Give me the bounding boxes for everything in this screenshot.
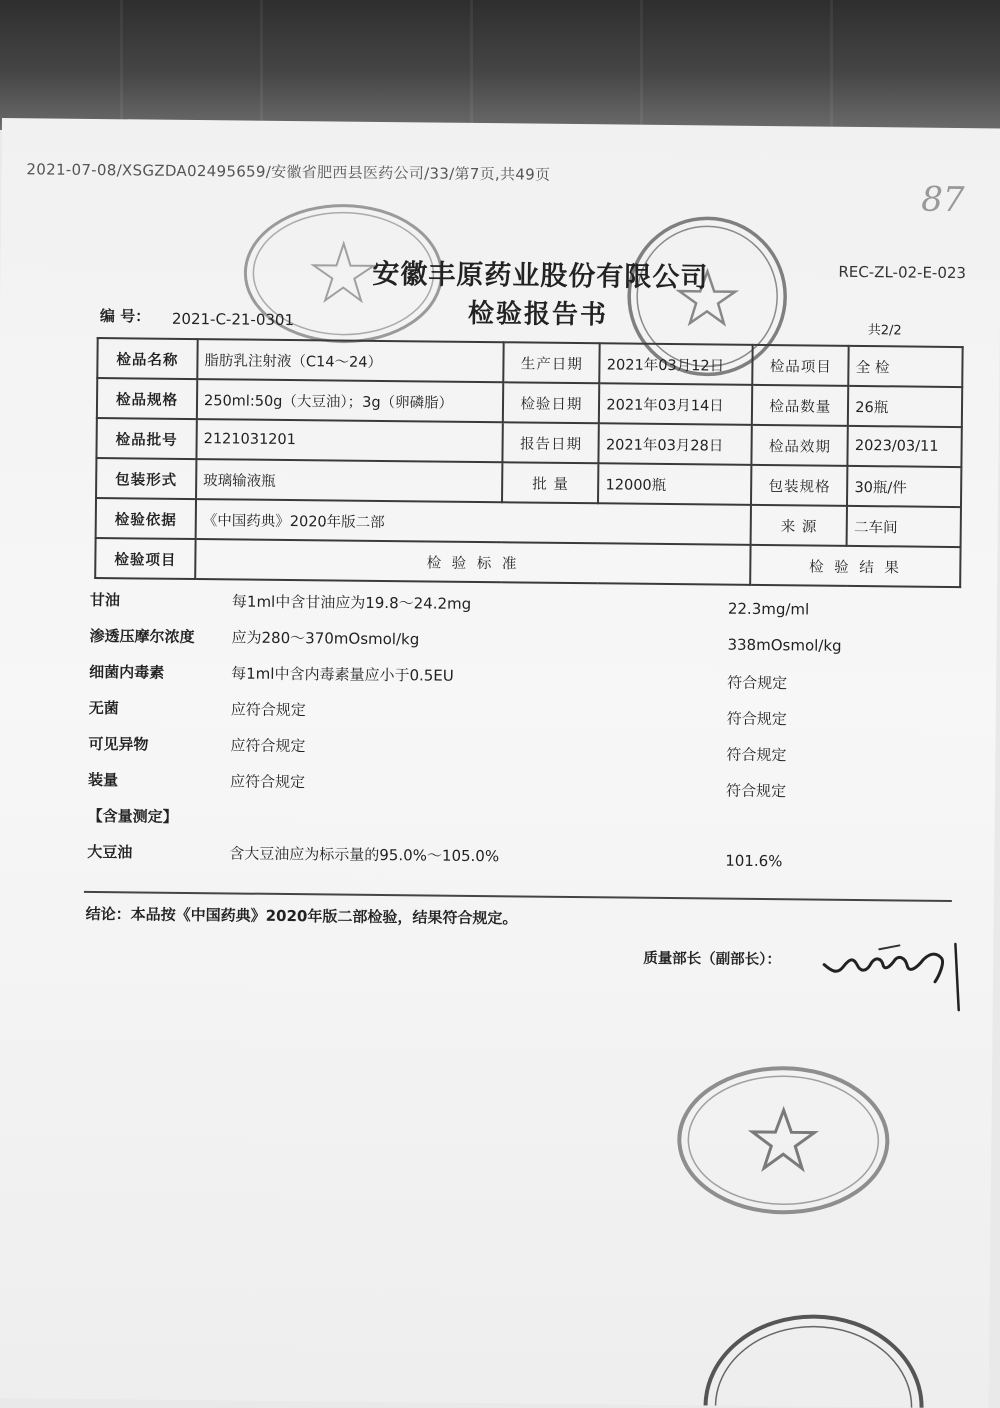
test-result: 101.6% (725, 851, 783, 871)
company-name: 安徽丰原药业股份有限公司 (372, 258, 709, 294)
test-item: 装量 (87, 770, 119, 790)
serial-number: 2021-C-21-0301 (171, 309, 295, 330)
source-label: 来 源 (751, 505, 847, 546)
serial-label: 编 号： (99, 307, 151, 326)
content-section-heading: 【含量测定】 (87, 806, 178, 826)
item-header: 检验项目 (95, 538, 195, 579)
conclusion: 结论：本品按《中国药典》2020年版二部检验，结果符合规定。 (85, 904, 518, 928)
test-item: 大豆油 (87, 842, 133, 862)
product-name-label: 检品名称 (97, 338, 197, 379)
pack-spec-value: 30瓶/件 (847, 466, 961, 507)
divider (84, 891, 952, 902)
test-standard: 应符合规定 (230, 736, 306, 756)
test-item: 可见异物 (88, 734, 149, 754)
report-date-value: 2021年03月28日 (599, 423, 752, 465)
test-date-value: 2021年03月14日 (599, 383, 752, 425)
standard-header: 检 验 标 准 (195, 539, 751, 585)
batch-value: 2121031201 (196, 419, 503, 462)
production-date-label: 生产日期 (504, 342, 600, 383)
basis-label: 检验依据 (96, 498, 196, 539)
quantity-label: 检品数量 (752, 385, 848, 426)
report-date-label: 报告日期 (503, 422, 599, 463)
table-row (95, 538, 960, 587)
handwritten-signature (819, 935, 970, 1017)
spec-value: 250ml:50g（大豆油）；3g（卵磷脂） (197, 379, 504, 422)
quantity-value: 26瓶 (848, 386, 962, 427)
production-date-value: 2021年03月12日 (600, 343, 753, 385)
bottom-seal-stamp (699, 1295, 930, 1407)
test-item: 甘油 (89, 590, 121, 610)
test-date-label: 检验日期 (503, 382, 599, 423)
basis-value: 《中国药典》2020年版二部 (196, 499, 752, 545)
test-result: 22.3mg/ml (727, 599, 810, 619)
results-list (87, 589, 960, 886)
test-result: 符合规定 (726, 709, 787, 729)
expiry-label: 检品效期 (752, 425, 848, 466)
test-standard: 应为280～370mOsmol/kg (231, 628, 420, 649)
test-item: 无菌 (88, 698, 119, 718)
test-result: 符合规定 (726, 745, 787, 765)
test-standard: 每1ml中含甘油应为19.8～24.2mg (231, 592, 472, 613)
test-result: 338mOsmol/kg (727, 635, 842, 655)
handwritten-number: 87 (920, 179, 965, 221)
batch-label: 检品批号 (96, 418, 196, 459)
result-header: 检 验 结 果 (750, 545, 960, 587)
report-page (0, 118, 1000, 1408)
report-title: 检验报告书 (467, 298, 609, 331)
result-row (87, 841, 957, 886)
test-items-value: 全 检 (849, 346, 963, 387)
scan-background (0, 0, 1000, 130)
test-item: 细菌内毒素 (89, 662, 165, 682)
lot-size-value: 12000瓶 (598, 463, 751, 505)
report-info-table (94, 337, 963, 588)
test-items-label: 检品项目 (753, 345, 849, 386)
pack-spec-label: 包装规格 (751, 465, 847, 506)
spec-label: 检品规格 (97, 378, 197, 419)
page-number: 共2/2 (867, 323, 902, 339)
packaging-label: 包装形式 (96, 458, 196, 499)
product-name-value: 脂肪乳注射液（C14～24） (197, 339, 504, 382)
expiry-value: 2023/03/11 (848, 426, 962, 467)
scan-header: 2021-07-08/XSGZDA02495659/安徽省肥西县医药公司/33/第7页,共49页 (26, 160, 551, 184)
test-item: 渗透压摩尔浓度 (89, 626, 195, 647)
lot-size-label: 批 量 (502, 462, 598, 503)
test-standard: 应符合规定 (230, 700, 306, 720)
source-value: 二车间 (847, 506, 961, 547)
test-result: 符合规定 (727, 673, 788, 693)
test-standard: 应符合规定 (229, 772, 306, 792)
packaging-value: 玻璃输液瓶 (196, 459, 503, 502)
signer-label: 质量部长（副部长）： (643, 950, 782, 969)
test-standard: 每1ml中含内毒素量应小于0.5EU (231, 664, 454, 685)
county-seal-stamp (670, 1057, 897, 1224)
test-result: 符合规定 (725, 781, 787, 801)
test-standard: 含大豆油应为标示量的95.0%～105.0% (229, 844, 500, 866)
document-code: REC-ZL-02-E-023 (838, 262, 967, 283)
